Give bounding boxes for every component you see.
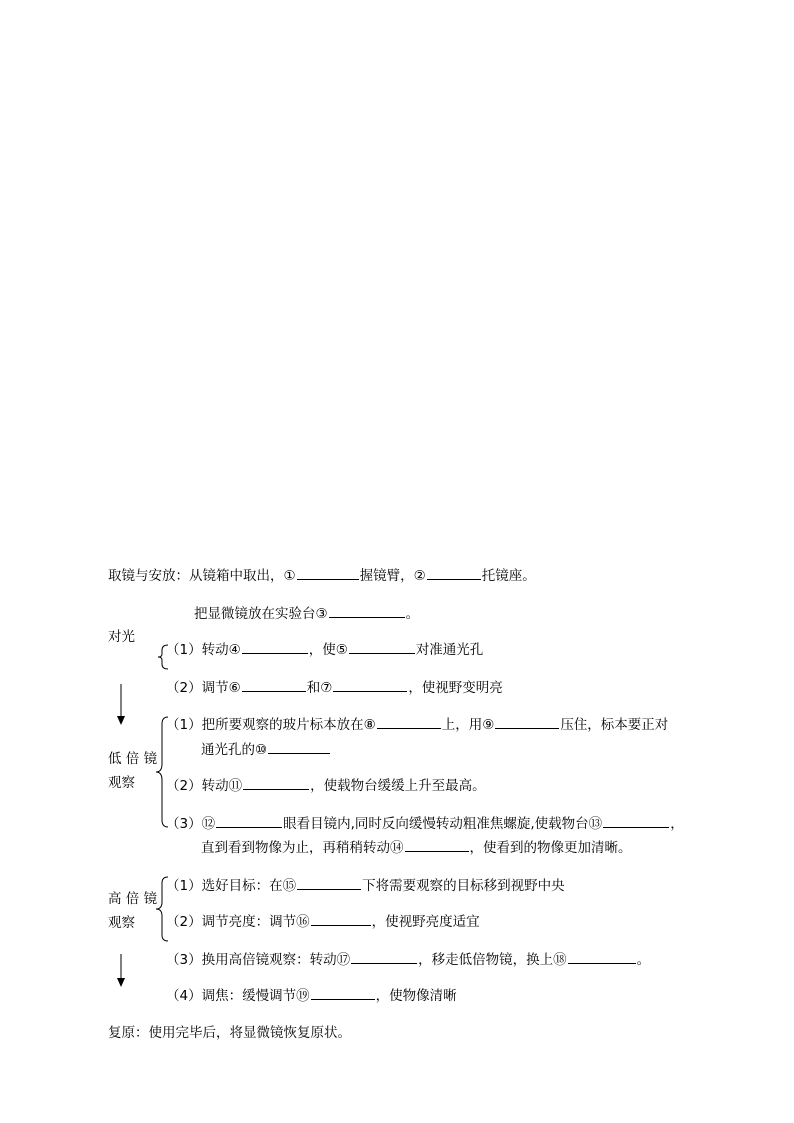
blank-1[interactable] — [297, 566, 359, 580]
blank-17[interactable] — [351, 950, 417, 964]
high-step-1: （1）选好目标：在⑮ 下将需要观察的目标移到视野中央 — [166, 878, 565, 894]
blank-3[interactable] — [329, 604, 405, 618]
blank-9[interactable] — [495, 715, 559, 729]
restore-line: 复原：使用完毕后，将显微镜恢复原状。 — [108, 1025, 351, 1041]
low-step-2: （2）转动⑪ ，使载物台缓缓上升至最高。 — [166, 778, 486, 794]
blank-12[interactable] — [216, 814, 282, 828]
duiguang-step-1: （1）转动④ ，使⑤ 对准通光孔 — [166, 642, 484, 658]
low-step-1: （1）把所要观察的玻片标本放在⑧ 上，用⑨ 压住，标本要正对 — [166, 717, 669, 733]
high-label-line-2: 观察 — [108, 915, 135, 931]
down-arrow-icon — [115, 684, 127, 726]
low-step-1-line-2: 通光孔的⑩ — [201, 740, 331, 759]
blank-16[interactable] — [311, 912, 371, 926]
blank-19[interactable] — [311, 986, 375, 1000]
blank-10[interactable] — [268, 740, 330, 754]
down-arrow-icon — [115, 954, 127, 988]
blank-13[interactable] — [603, 814, 669, 828]
blank-8[interactable] — [377, 715, 441, 729]
blank-2[interactable] — [427, 566, 481, 580]
low-label-line-1: 低 倍 镜 — [108, 751, 158, 767]
high-step-4: （4）调焦：缓慢调节⑲ ，使物像清晰 — [166, 988, 457, 1004]
low-step-3-line-2: 直到看到物像为止，再稍稍转动⑭ ，使看到的物像更加清晰。 — [201, 840, 632, 856]
blank-7[interactable] — [333, 678, 407, 692]
low-label-line-2: 观察 — [108, 775, 135, 791]
intro-line-2: 把显微镜放在实验台③ 。 — [194, 606, 420, 622]
low-step-3: （3）⑫ 眼看目镜内,同时反向缓慢转动粗准焦螺旋,使载物台⑬ ， — [166, 816, 684, 832]
blank-15[interactable] — [297, 876, 361, 890]
blank-5[interactable] — [349, 640, 415, 654]
duiguang-step-2: （2）调节⑥ 和⑦ ，使视野变明亮 — [166, 680, 503, 696]
blank-14[interactable] — [405, 838, 469, 852]
blank-11[interactable] — [243, 776, 309, 790]
blank-4[interactable] — [242, 640, 308, 654]
intro-line-1: 取镜与安放：从镜箱中取出，① 握镜臂，② 托镜座。 — [108, 568, 536, 584]
high-step-3: （3）换用高倍镜观察：转动⑰ ，移走低倍物镜，换上⑱ 。 — [166, 952, 651, 968]
blank-6[interactable] — [242, 678, 306, 692]
duiguang-label: 对光 — [108, 629, 135, 645]
high-step-2: （2）调节亮度：调节⑯ ，使视野亮度适宜 — [166, 914, 480, 930]
high-label-line-1: 高 倍 镜 — [108, 891, 158, 907]
blank-18[interactable] — [568, 950, 636, 964]
